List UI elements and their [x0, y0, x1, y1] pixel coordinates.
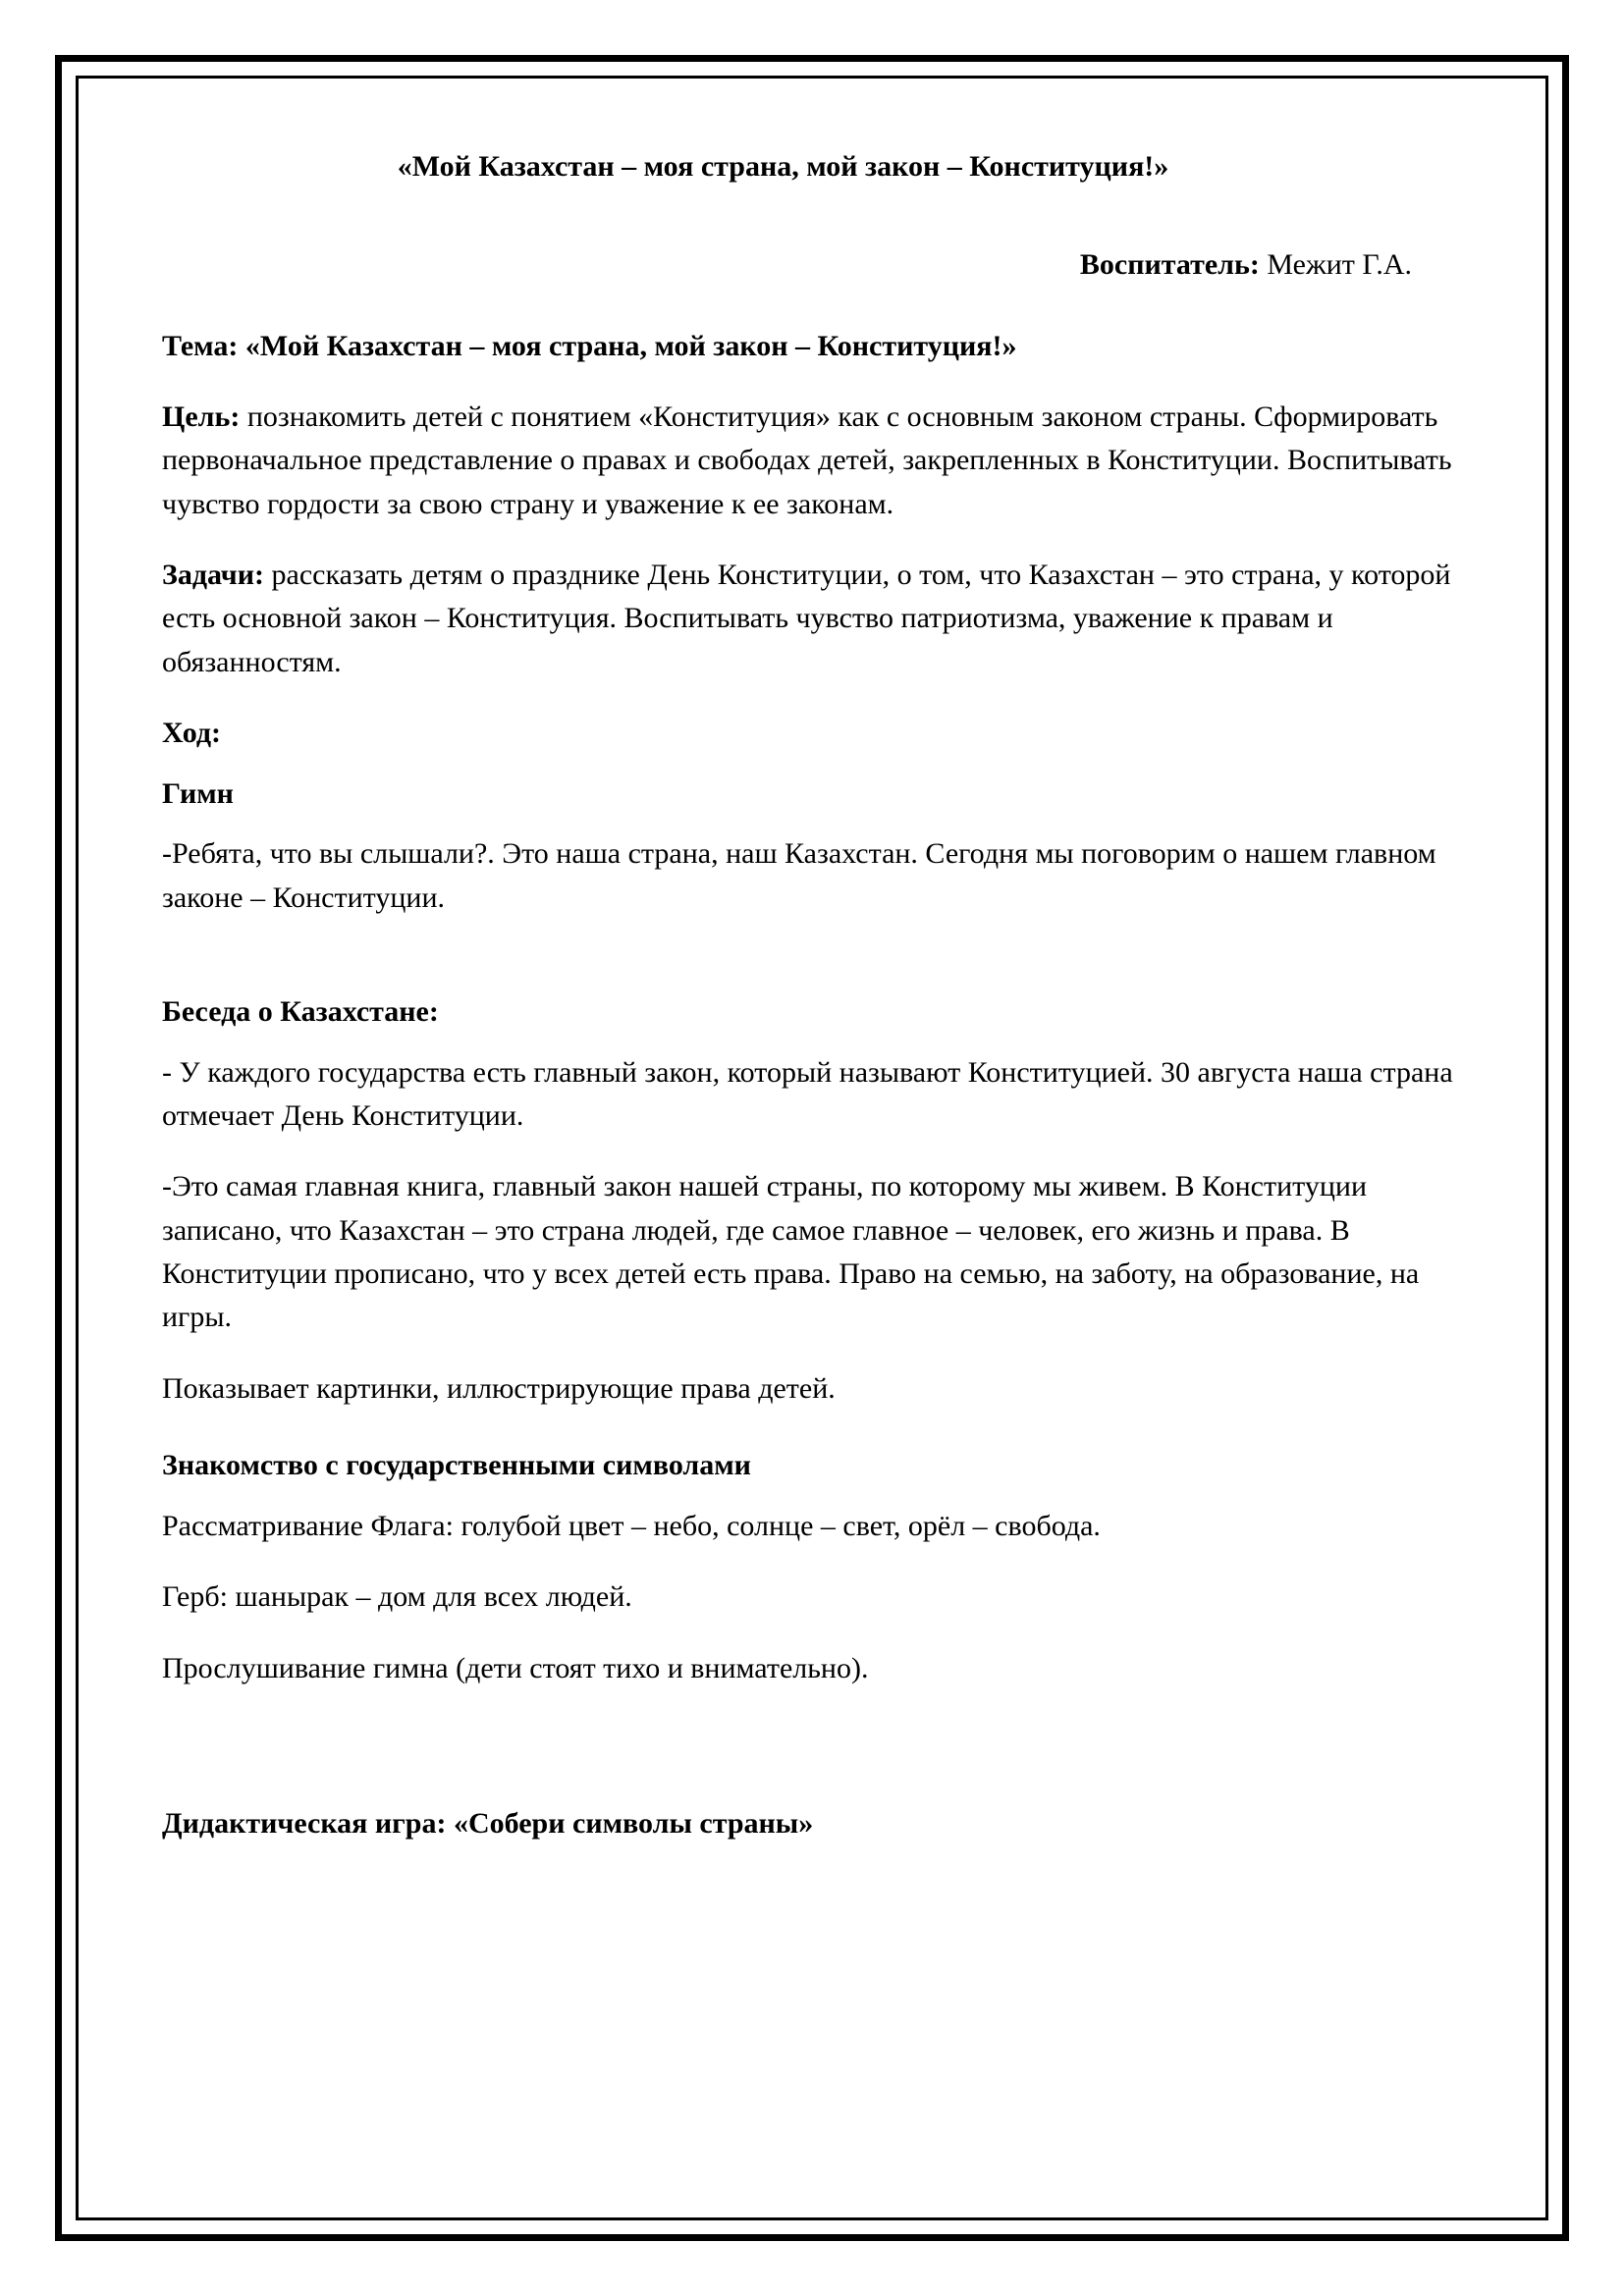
symbols-paragraph-2: Герб: шанырак – дом для всех людей.: [162, 1580, 632, 1614]
anthem-paragraph: -Ребята, что вы слышали?. Это наша страна, наш Казахстан. Сегодня мы поговорим о нашем главном законе – Конституции.: [162, 837, 1436, 914]
talk-paragraph-3: Показывает картинки, иллюстрирующие права детей.: [162, 1371, 836, 1405]
tasks-text: рассказать детям о празднике День Конституции, о том, что Казахстан – это страна, у которой есть основной закон – Конституция. Воспитывать чувство патриотизма, уважение к правам и обязанностям.: [162, 559, 1451, 678]
byline-value: Межит Г.А.: [1259, 247, 1412, 281]
goal-text: познакомить детей с понятием «Конституция» как с основным законом страны. Сформировать первоначальное представление о правах и свободах детей, закрепленных в Конституции. Воспитывать чувство гордости за свою страну и уважение к ее законам.: [162, 400, 1452, 520]
bottom-spacer: [162, 1718, 1463, 1802]
symbols-paragraph-1: Рассматривание Флага: голубой цвет – небо, солнце – свет, орёл – свобода.: [162, 1509, 1101, 1542]
course-heading: Ход:: [162, 717, 222, 750]
section-spacer: [162, 947, 1463, 990]
document-body: [162, 147, 1463, 1862]
theme-value: «Мой Казахстан – моя страна, мой закон – Конституция!»: [238, 329, 1017, 362]
talk-heading: Беседа о Казахстане:: [162, 995, 439, 1029]
symbols-paragraph-3: Прослушивание гимна (дети стоят тихо и внимательно).: [162, 1651, 869, 1684]
byline-label: Воспитатель:: [1079, 247, 1260, 281]
page-title: «Мой Казахстан – моя страна, мой закон – Конституция!»: [397, 150, 1169, 183]
talk-paragraph-2: -Это самая главная книга, главный закон нашей страны, по которому мы живем. В Конституции записано, что Казахстан – это страна людей, где самое главное – человек, его жизнь и права. В Конституции прописано, что у всех детей есть права. Право на семью, на заботу, на образование, на игры.: [162, 1170, 1420, 1334]
game-heading: Дидактическая игра: «Собери символы страны»: [162, 1806, 814, 1840]
anthem-heading: Гимн: [162, 776, 234, 810]
goal-paragraph: [162, 396, 1463, 526]
goal-label: Цель:: [162, 400, 241, 433]
symbols-heading: Знакомство с государственными символами: [162, 1449, 751, 1482]
tasks-label: Задачи:: [162, 559, 265, 592]
theme-line: [162, 325, 1463, 368]
tasks-paragraph: [162, 554, 1463, 684]
theme-label: Тема:: [162, 329, 239, 362]
byline: [162, 244, 1463, 286]
talk-paragraph-1: - У каждого государства есть главный закон, который называют Конституцией. 30 августа наша страна отмечает День Конституции.: [162, 1055, 1453, 1132]
